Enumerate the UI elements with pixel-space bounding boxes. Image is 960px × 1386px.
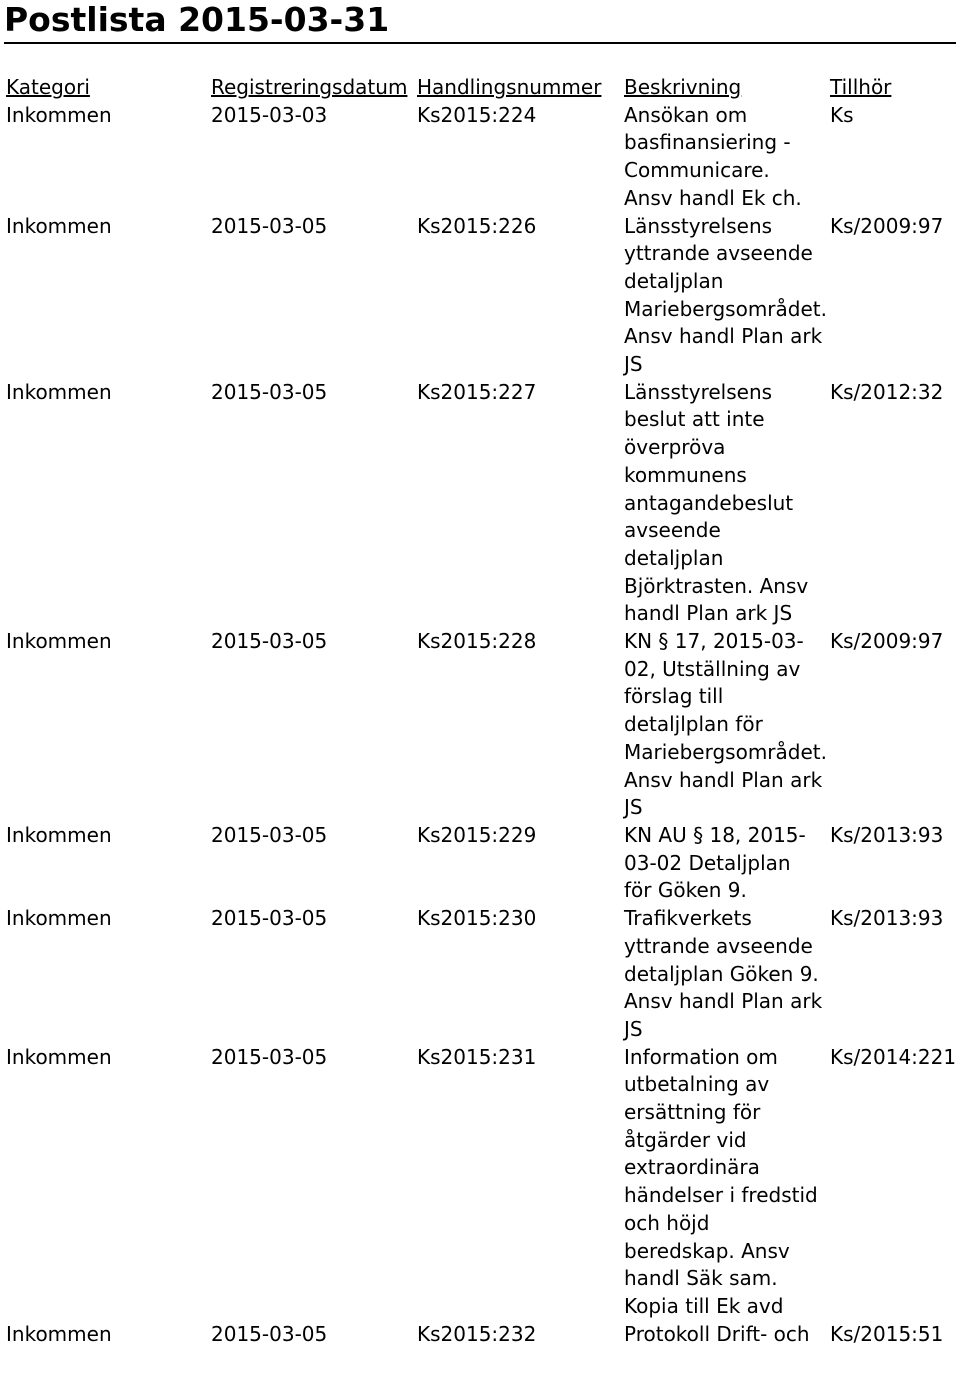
cell-datum: 2015-03-05 <box>211 1321 328 1346</box>
cell-nummer: Ks2015:226 <box>417 213 537 238</box>
cell-kategori: Inkommen <box>6 629 112 654</box>
cell-tillhor: Ks <box>830 102 854 127</box>
cell-beskrivning: KN AU § 18, 2015-03-02 Detaljplan för Göken 9. <box>624 822 806 903</box>
cell-kategori: Inkommen <box>6 906 112 931</box>
cell-nummer: Ks2015:228 <box>417 629 537 654</box>
cell-nummer: Ks2015:230 <box>417 906 537 931</box>
table-row <box>0 1044 960 1321</box>
column-header-handlingsnummer[interactable]: Handlingsnummer <box>417 75 602 99</box>
cell-datum: 2015-03-05 <box>211 906 328 931</box>
column-header-tillhor[interactable]: Tillhör <box>830 75 892 99</box>
cell-datum: 2015-03-05 <box>211 822 328 847</box>
cell-kategori: Inkommen <box>6 102 112 127</box>
table-row <box>0 628 960 822</box>
cell-beskrivning: Länsstyrelsens beslut att inte överpröva kommunens antagandebeslut avseende detaljplan Björktrasten. Ansv handl Plan ark JS <box>624 379 809 626</box>
cell-tillhor: Ks/2009:97 <box>830 629 944 654</box>
cell-kategori: Inkommen <box>6 1321 112 1346</box>
cell-beskrivning: Ansökan om basfinansiering - Communicare. Ansv handl Ek ch. <box>624 102 802 210</box>
column-header-beskrivning[interactable]: Beskrivning <box>624 75 742 99</box>
cell-datum: 2015-03-05 <box>211 1044 328 1069</box>
cell-kategori: Inkommen <box>6 213 112 238</box>
cell-datum: 2015-03-05 <box>211 213 328 238</box>
table-row <box>0 1321 960 1349</box>
cell-kategori: Inkommen <box>6 1044 112 1069</box>
header-row <box>0 74 960 102</box>
cell-datum: 2015-03-05 <box>211 629 328 654</box>
cell-tillhor: Ks/2015:51 <box>830 1321 944 1346</box>
cell-kategori: Inkommen <box>6 379 112 404</box>
cell-beskrivning: Trafikverkets yttrande avseende detaljplan Göken 9. Ansv handl Plan ark JS <box>624 906 823 1041</box>
cell-beskrivning: Länsstyrelsens yttrande avseende detaljplan Mariebergsområdet. Ansv handl Plan ark JS <box>624 213 827 377</box>
cell-datum: 2015-03-03 <box>211 102 328 127</box>
cell-nummer: Ks2015:232 <box>417 1321 537 1346</box>
cell-nummer: Ks2015:229 <box>417 822 537 847</box>
page-title: Postlista 2015-03-31 <box>4 0 956 44</box>
cell-beskrivning: Protokoll Drift- och <box>624 1321 810 1346</box>
table-row <box>0 905 960 1044</box>
table-row <box>0 213 960 379</box>
cell-nummer: Ks2015:227 <box>417 379 537 404</box>
cell-nummer: Ks2015:224 <box>417 102 537 127</box>
cell-nummer: Ks2015:231 <box>417 1044 537 1069</box>
cell-tillhor: Ks/2009:97 <box>830 213 944 238</box>
table-row <box>0 102 960 213</box>
cell-beskrivning: Information om utbetalning av ersättning för åtgärder vid extraordinära händelser i fredstid och höjd beredskap. Ansv handl Säk sam. Kopia till Ek avd <box>624 1044 818 1318</box>
column-header-registreringsdatum[interactable]: Registreringsdatum <box>211 75 408 99</box>
cell-datum: 2015-03-05 <box>211 379 328 404</box>
cell-tillhor: Ks/2012:32 <box>830 379 944 404</box>
table-row <box>0 822 960 905</box>
cell-tillhor: Ks/2014:221 <box>830 1044 957 1069</box>
cell-kategori: Inkommen <box>6 822 112 847</box>
postlista-table <box>0 74 960 1348</box>
table-row <box>0 379 960 628</box>
cell-beskrivning: KN § 17, 2015-03-02, Utställning av förslag till detaljlplan för Mariebergsområdet. Ansv handl Plan ark JS <box>624 629 827 820</box>
column-header-kategori[interactable]: Kategori <box>6 75 90 99</box>
cell-tillhor: Ks/2013:93 <box>830 822 944 847</box>
cell-tillhor: Ks/2013:93 <box>830 906 944 931</box>
